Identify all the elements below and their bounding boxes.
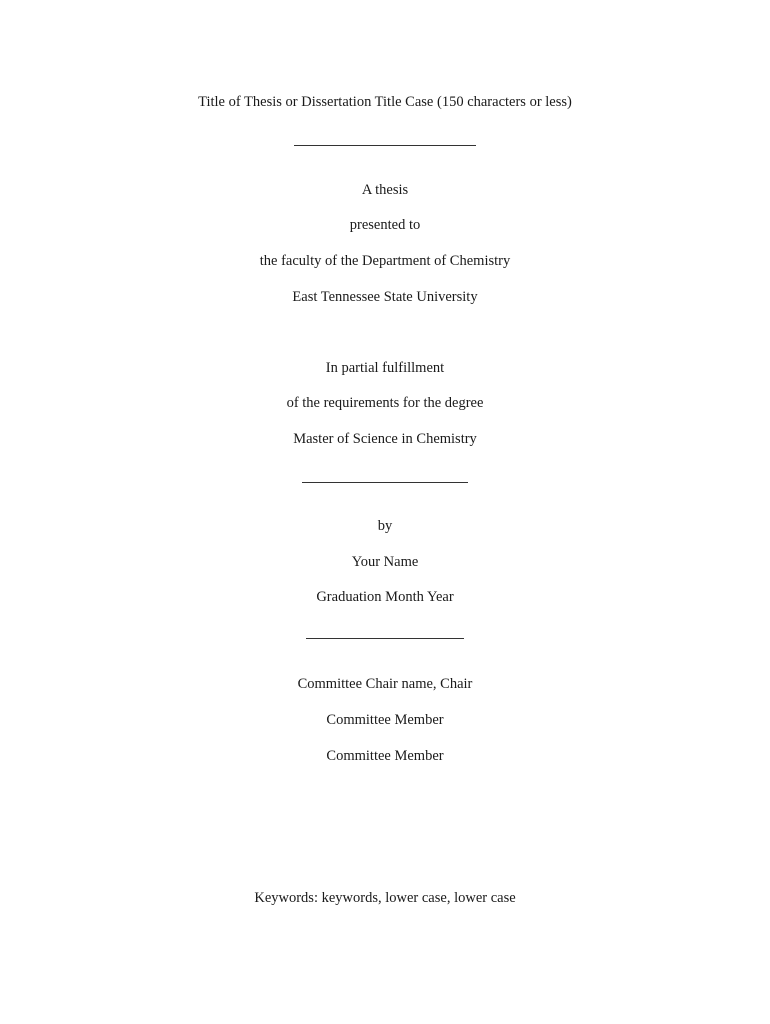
presented-to-text: presented to (349, 217, 421, 233)
by-text: by (377, 518, 393, 534)
department-text: the faculty of the Department of Chemistry (259, 253, 511, 269)
author-name: Your Name (351, 554, 419, 570)
fulfillment-text: In partial fulfillment (325, 360, 445, 376)
keywords-text: Keywords: keywords, lower case, lower case (254, 890, 516, 906)
thesis-title: Title of Thesis or Dissertation Title Case (150 characters or less) (198, 94, 572, 110)
university-text: East Tennessee State University (292, 289, 478, 305)
degree-text: Master of Science in Chemistry (293, 431, 477, 447)
committee-chair: Committee Chair name, Chair (297, 676, 473, 692)
divider-rule (302, 482, 468, 483)
graduation-date: Graduation Month Year (316, 589, 454, 605)
committee-member: Committee Member (326, 712, 444, 728)
divider-rule (306, 638, 464, 639)
thesis-label: A thesis (361, 182, 409, 198)
requirements-text: of the requirements for the degree (286, 395, 484, 411)
divider-rule (294, 145, 476, 146)
committee-member: Committee Member (326, 748, 444, 764)
